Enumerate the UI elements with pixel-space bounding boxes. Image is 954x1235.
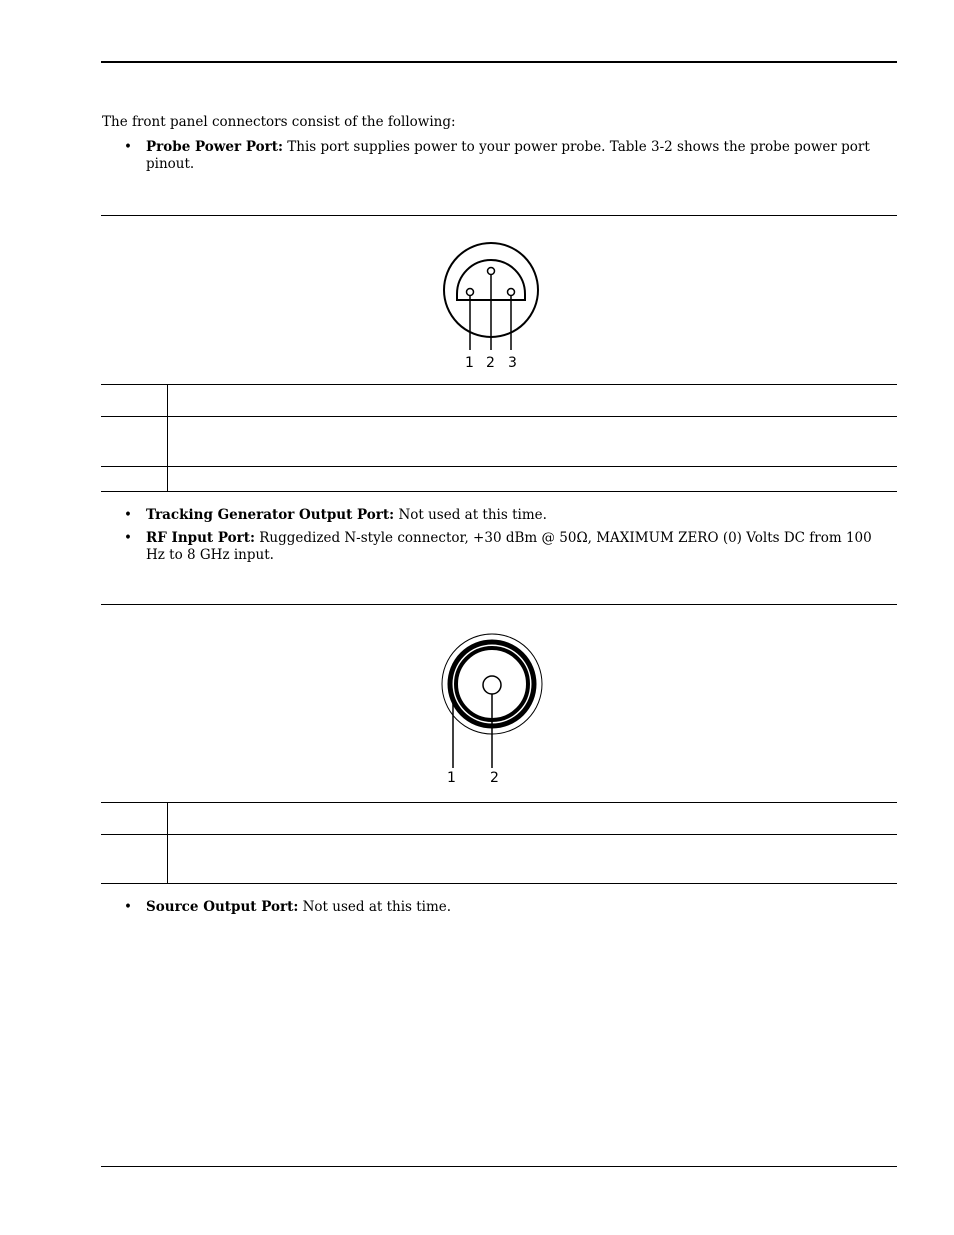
table2-bottom-rule <box>101 883 897 884</box>
pin-label: 1 <box>465 355 474 371</box>
bullet-source-output-port <box>124 899 894 916</box>
table1-top-rule <box>101 215 897 216</box>
table1-column-divider <box>167 384 168 491</box>
intro-paragraph: The front panel connectors consist of the following: <box>102 114 456 130</box>
bullet-marker: • <box>124 139 132 155</box>
table2-row-rule <box>101 834 897 835</box>
bullet-term: Tracking Generator Output Port: <box>146 507 395 523</box>
bullet-text: Ruggedized N-style connector, +30 dBm @ 50Ω, MAXIMUM ZERO (0) Volts DC from 100 Hz to 8 GHz input. <box>146 530 872 563</box>
bullet-text: This port supplies power to your power probe. Table 3-2 shows the probe power port pinout. <box>146 139 870 172</box>
pin-2 <box>488 268 495 275</box>
bullet-term: Probe Power Port: <box>146 139 283 155</box>
bullet-marker: • <box>124 507 132 523</box>
bullet-tracking-generator-output-port <box>124 507 894 524</box>
pin-label: 1 <box>447 770 456 786</box>
bullet-marker: • <box>124 530 132 546</box>
table1-row-rule <box>101 466 897 467</box>
table1-bottom-rule <box>101 491 897 492</box>
bullet-term: Source Output Port: <box>146 899 299 915</box>
pin-3 <box>508 289 515 296</box>
bullet-term: RF Input Port: <box>146 530 255 546</box>
pin-1 <box>467 289 474 296</box>
bullet-text: Not used at this time. <box>298 899 452 915</box>
table2-column-divider <box>167 802 168 883</box>
bullet-rf-input-port <box>124 530 894 564</box>
pin-label: 2 <box>490 770 499 786</box>
bullet-text: Not used at this time. <box>394 507 547 523</box>
pin-label: 3 <box>508 355 517 371</box>
table2-row-rule <box>101 802 897 803</box>
probe-power-port-diagram <box>440 238 542 376</box>
header-rule <box>101 61 897 63</box>
bullet-probe-power-port <box>124 139 894 173</box>
footer-rule <box>101 1166 897 1167</box>
table1-row-rule <box>101 416 897 417</box>
table1-row-rule <box>101 384 897 385</box>
pin-label: 2 <box>486 355 495 371</box>
rf-input-port-diagram <box>438 630 548 794</box>
center-pin <box>483 676 501 694</box>
bullet-marker: • <box>124 899 132 915</box>
table2-top-rule <box>101 604 897 605</box>
